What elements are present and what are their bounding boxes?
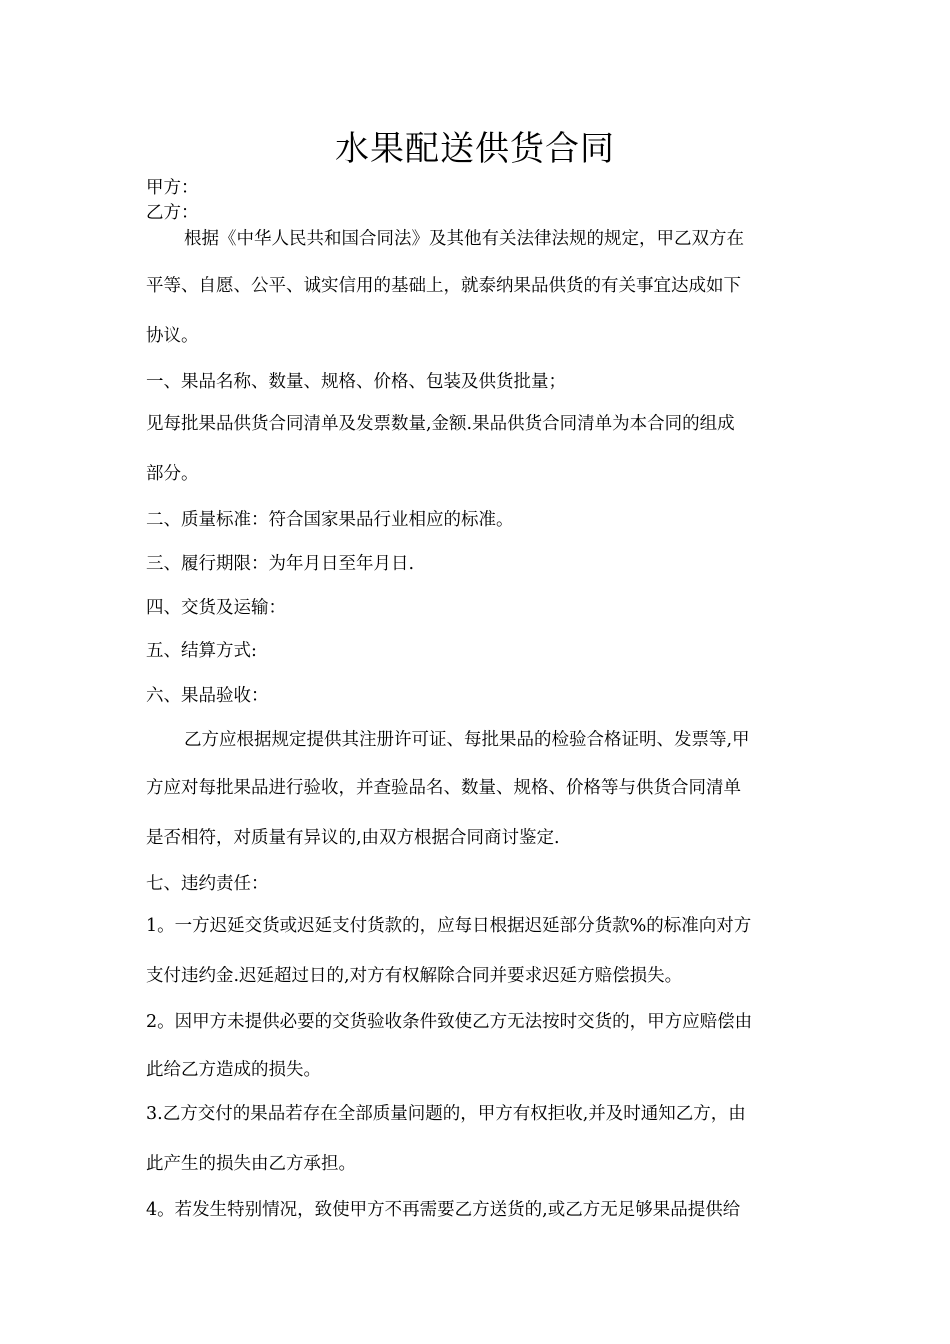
intro-line-2: 平等、自愿、公平、诚实信用的基础上，就泰纳果品供货的有关事宜达成如下	[146, 276, 741, 296]
document-title: 水果配送供货合同	[335, 129, 615, 169]
section-6-line-2: 方应对每批果品进行验收，并查验品名、数量、规格、价格等与供货合同清单	[146, 778, 741, 798]
section-2: 二、质量标准：符合国家果品行业相应的标准。	[146, 510, 514, 530]
section-7-item-3-line-1: 3.乙方交付的果品若存在全部质量问题的，甲方有权拒收,并及时通知乙方，由	[146, 1104, 746, 1124]
section-7-item-1-line-1: 1。一方迟延交货或迟延支付货款的，应每日根据迟延部分货款%的标准向对方	[146, 916, 752, 936]
intro-line-3: 协议。	[146, 326, 199, 346]
intro-line-1: 根据《中华人民共和国合同法》及其他有关法律法规的规定，甲乙双方在	[184, 229, 744, 249]
section-6-line-3: 是否相符，对质量有异议的,由双方根据合同商讨鉴定.	[146, 828, 560, 848]
section-7-item-2-line-2: 此给乙方造成的损失。	[146, 1060, 321, 1080]
section-6-heading: 六、果品验收：	[146, 686, 269, 706]
section-1-heading: 一、果品名称、数量、规格、价格、包装及供货批量；	[146, 372, 566, 392]
party-b-label: 乙方：	[146, 203, 199, 223]
section-1-line-2: 部分。	[146, 464, 199, 484]
section-7-heading: 七、违约责任：	[146, 874, 269, 894]
section-7-item-2-line-1: 2。因甲方未提供必要的交货验收条件致使乙方无法按时交货的，甲方应赔偿由	[146, 1012, 753, 1032]
section-7-item-3-line-2: 此产生的损失由乙方承担。	[146, 1154, 356, 1174]
section-4: 四、交货及运输：	[146, 598, 286, 618]
section-6-line-1: 乙方应根据规定提供其注册许可证、每批果品的检验合格证明、发票等,甲	[184, 730, 750, 750]
section-7-item-1-line-2: 支付违约金.迟延超过日的,对方有权解除合同并要求迟延方赔偿损失。	[146, 966, 683, 986]
party-a-label: 甲方：	[146, 178, 199, 198]
section-7-item-4-line-1: 4。若发生特别情况，致使甲方不再需要乙方送货的,或乙方无足够果品提供给	[146, 1200, 741, 1220]
section-3: 三、履行期限：为年月日至年月日.	[146, 554, 415, 574]
section-1-line-1: 见每批果品供货合同清单及发票数量,金额.果品供货合同清单为本合同的组成	[146, 414, 735, 434]
section-5: 五、结算方式:	[146, 641, 257, 661]
